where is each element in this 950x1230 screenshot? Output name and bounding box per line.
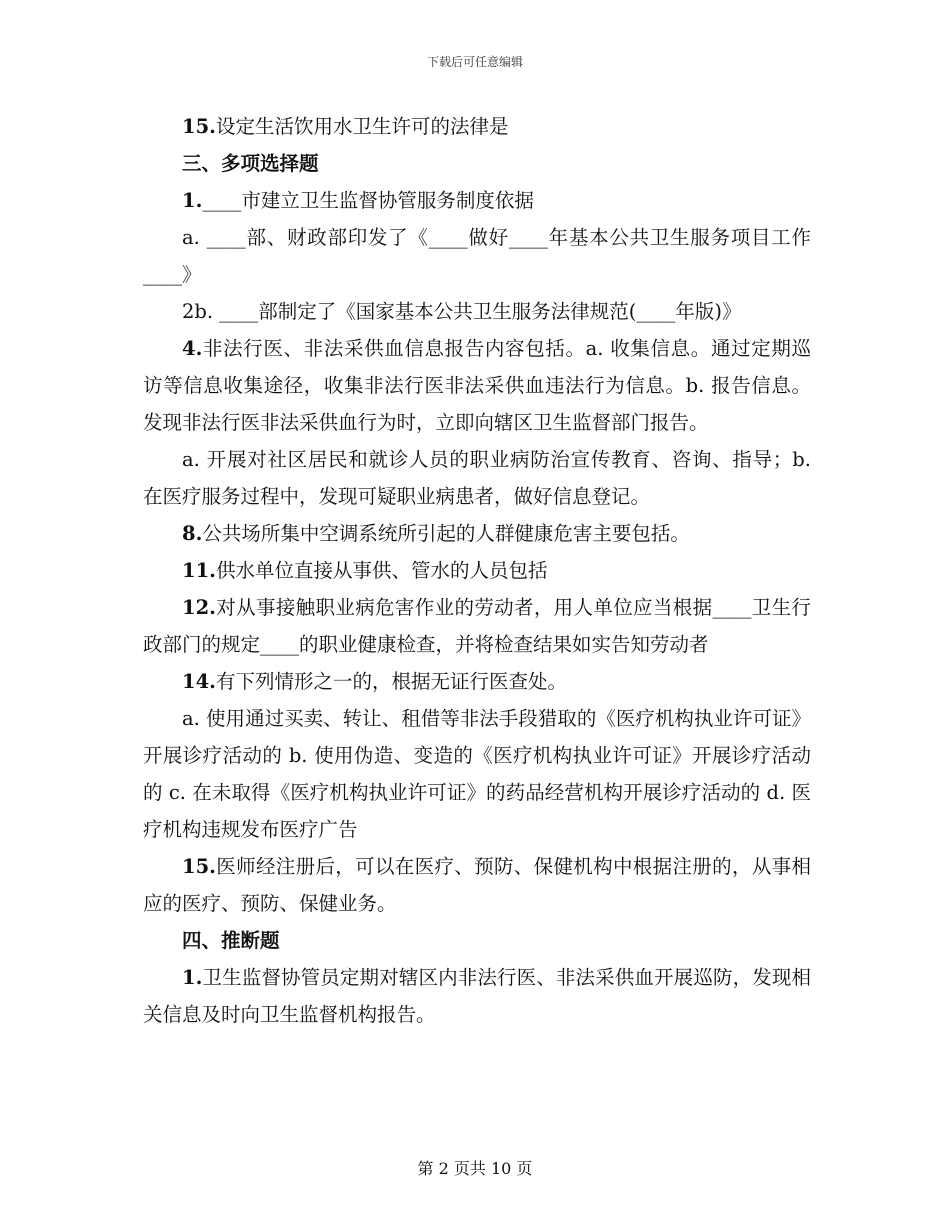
paragraph: 2b. ____部制定了《国家基本公共卫生服务法律规范(____年版)》 <box>182 300 742 323</box>
section-heading: 四、推断题 <box>182 929 280 952</box>
paragraph: 14.有下列情形之一的，根据无证行医查处。 <box>182 670 567 693</box>
document-body <box>143 108 811 1033</box>
paragraph: 4.非法行医、非法采供血信息报告内容包括。a. 收集信息。通过定期巡访等信息收集途径，收集非法行医非法采供血违法行为信息。b. 报告信息。发现非法行医非法采供血行为时，立即向辖区卫生监督部门报告。 <box>143 337 811 434</box>
paragraph: 15.医师经注册后，可以在医疗、预防、保健机构中根据注册的，从事相应的医疗、预防、保健业务。 <box>143 855 811 915</box>
section-heading: 三、多项选择题 <box>182 152 319 175</box>
paragraph: 12.对从事接触职业病危害作业的劳动者，用人单位应当根据____卫生行政部门的规定____的职业健康检查，并将检查结果如实告知劳动者 <box>143 596 811 656</box>
paragraph: 8.公共场所集中空调系统所引起的人群健康危害主要包括。 <box>182 522 690 545</box>
paragraph: a. ____部、财政部印发了《____做好____年基本公共卫生服务项目工作____》 <box>143 226 811 286</box>
paragraph: 1.卫生监督协管员定期对辖区内非法行医、非法采供血开展巡防，发现相关信息及时向卫生监督机构报告。 <box>143 966 811 1026</box>
paragraph: a. 开展对社区居民和就诊人员的职业病防治宣传教育、咨询、指导；b. 在医疗服务过程中，发现可疑职业病患者，做好信息登记。 <box>143 448 811 508</box>
paragraph: 1.____市建立卫生监督协管服务制度依据 <box>182 189 534 212</box>
page-footer: 第 2 页共 10 页 <box>417 1159 533 1178</box>
paragraph: 15.设定生活饮用水卫生许可的法律是 <box>182 115 509 138</box>
paragraph: 11.供水单位直接从事供、管水的人员包括 <box>182 559 548 582</box>
paragraph: a. 使用通过买卖、转让、租借等非法手段猎取的《医疗机构执业许可证》开展诊疗活动的 b. 使用伪造、变造的《医疗机构执业许可证》开展诊疗活动的 c. 在未取得《医疗机构执业许可证》的药品经营机构开展诊疗活动的 d. 医疗机构违规发布医疗广告 <box>143 707 811 841</box>
page-header: 下载后可任意编辑 <box>426 55 523 69</box>
